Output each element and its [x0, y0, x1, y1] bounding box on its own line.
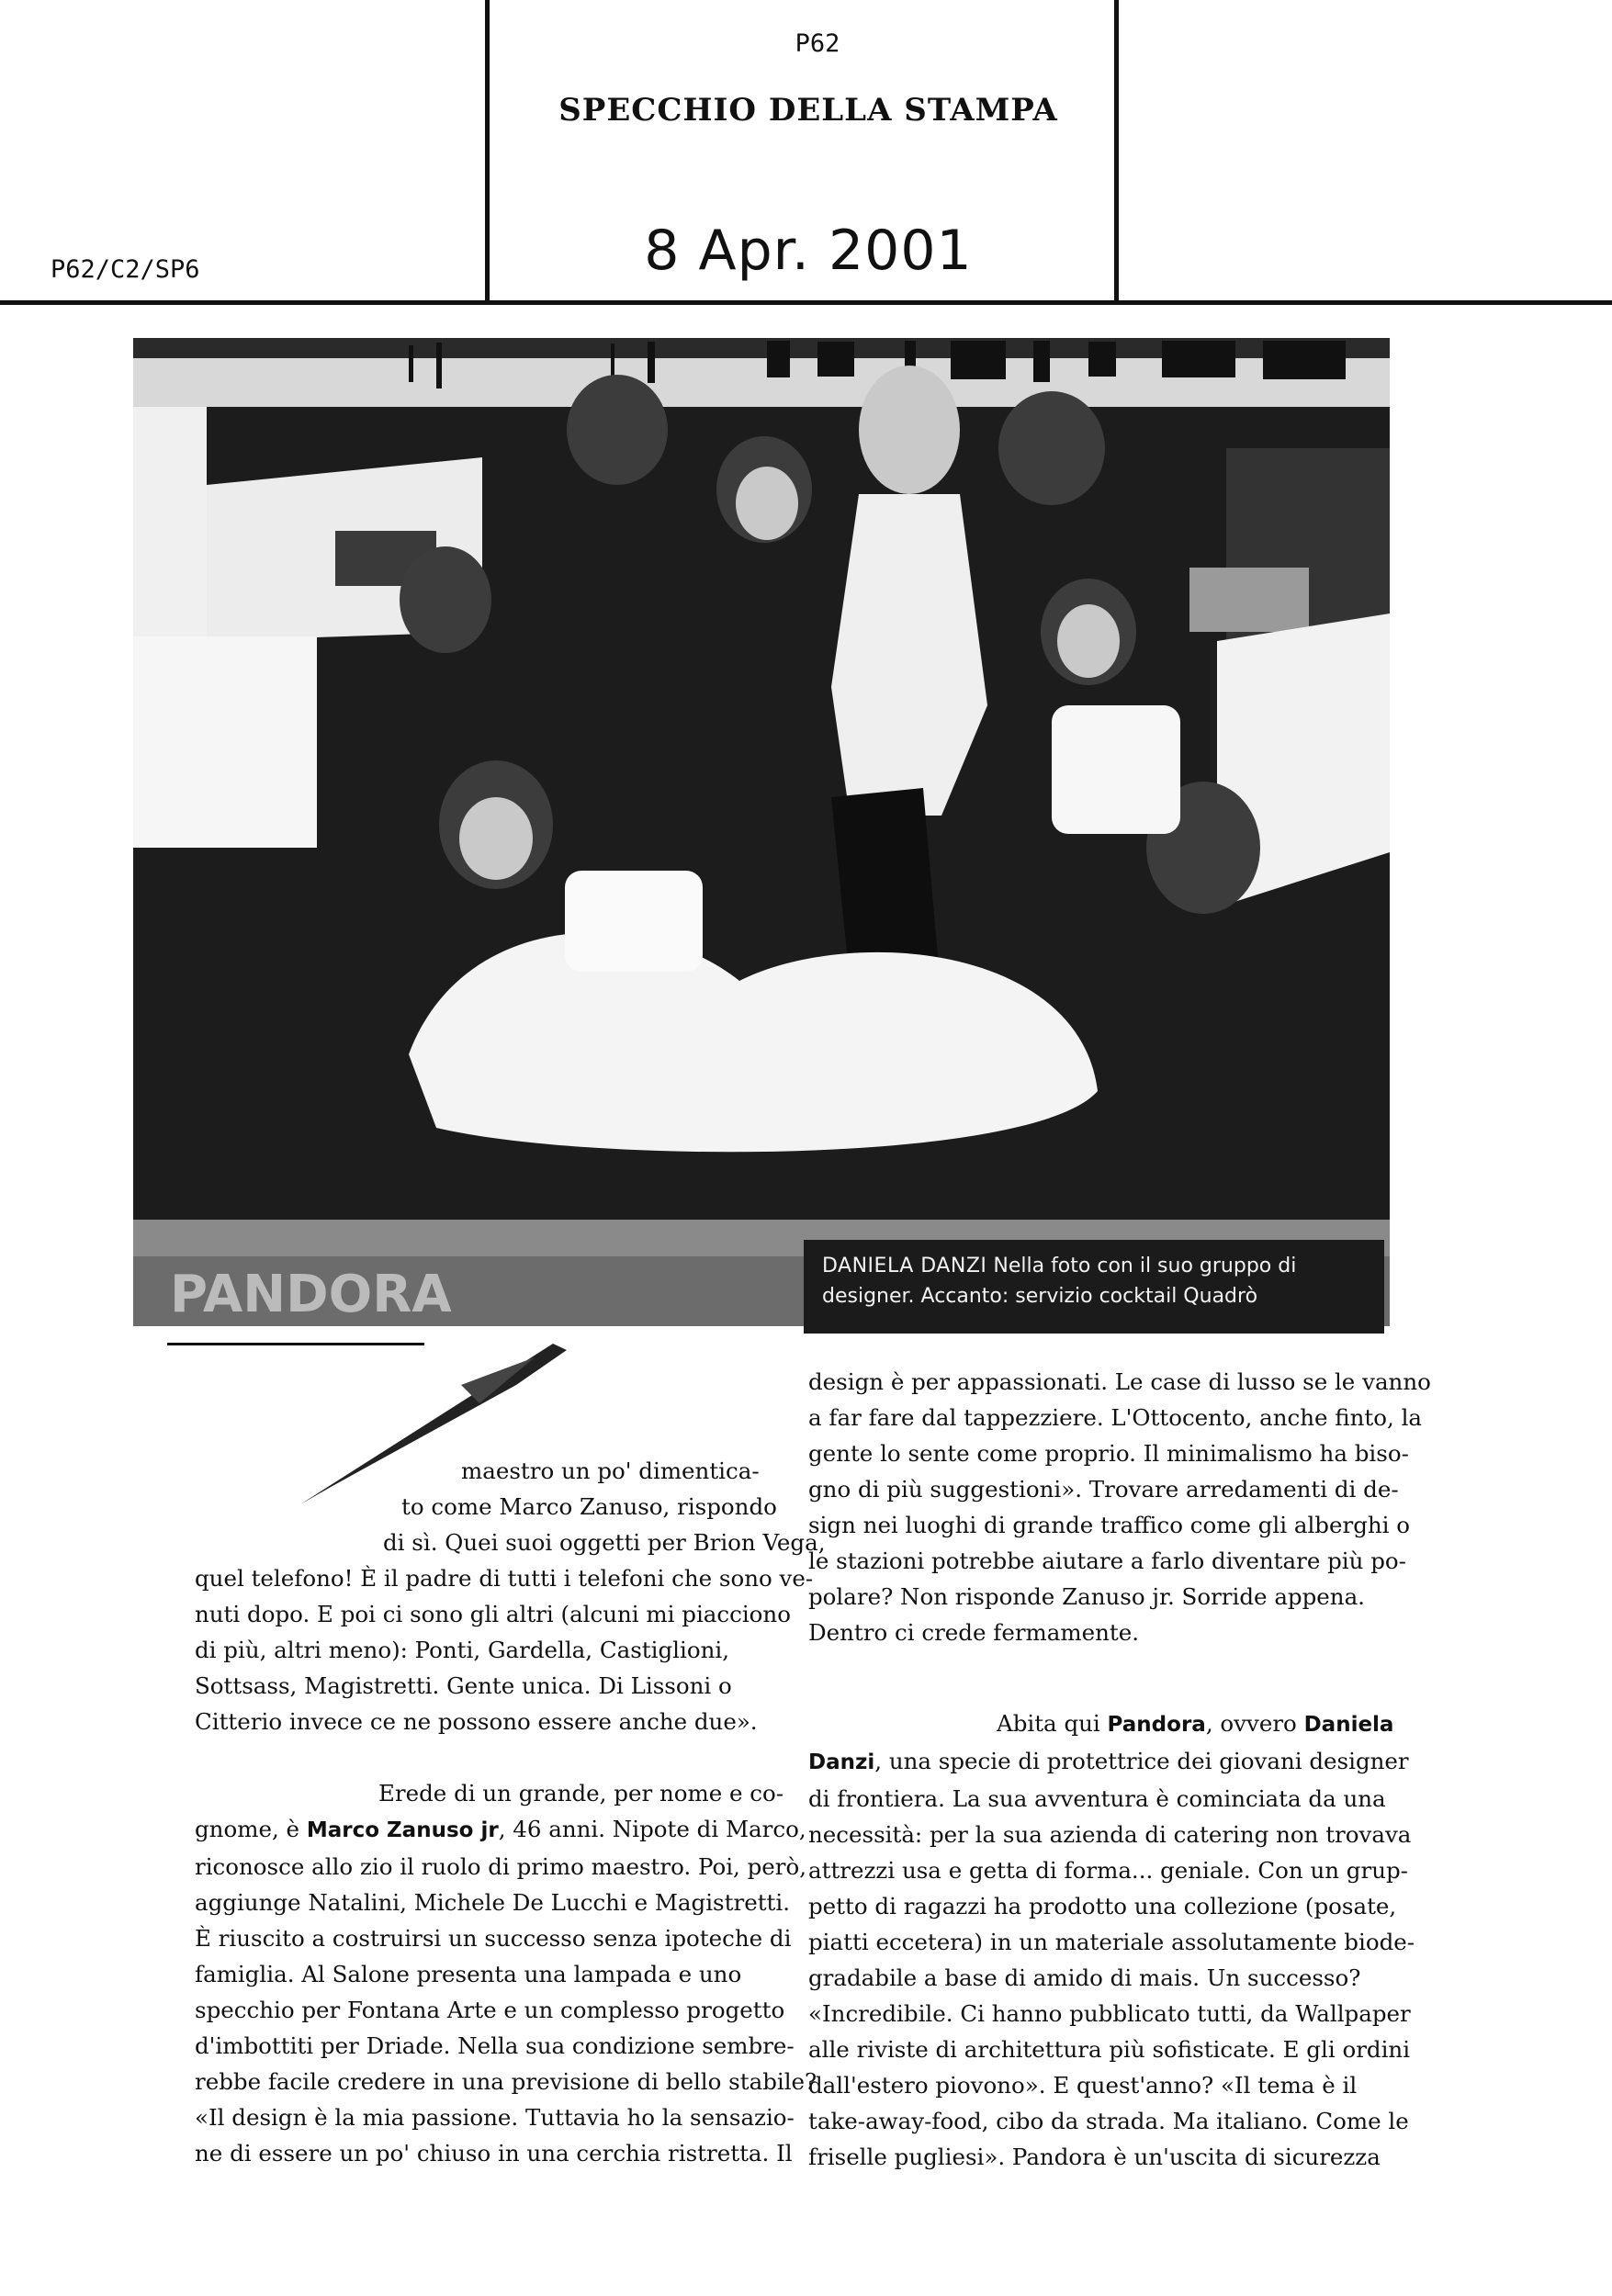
text-line: di sì. Quei suoi oggetti per Brion Vega,: [383, 1529, 826, 1556]
text-line: necessità: per la sua azienda di catering non trovava: [808, 1821, 1412, 1848]
text-line: to come Marco Zanuso, rispondo: [401, 1493, 777, 1520]
publication-date: 8 Apr. 2001: [644, 219, 973, 283]
publication-name: SPECCHIO DELLA STAMPA: [558, 92, 1058, 129]
text-line: dall'estero piovono». E quest'anno? «Il tema è il: [808, 2072, 1358, 2099]
text-line: friselle pugliesi». Pandora è un'uscita di sicurezza: [808, 2144, 1381, 2170]
text-line: aggiunge Natalini, Michele De Lucchi e Magistretti.: [195, 1889, 791, 1916]
caption-line-1: [822, 1251, 1384, 1281]
text-line: [808, 1705, 1405, 1743]
text-line: Sottsass, Magistretti. Gente unica. Di Lissoni o: [195, 1672, 732, 1699]
page-number: P62: [795, 29, 840, 58]
text-line: ne di essere un po' chiuso in una cerchia ristretta. Il: [195, 2140, 793, 2167]
person-name: Pandora: [1107, 1713, 1206, 1737]
text-line: di più, altri meno): Ponti, Gardella, Castiglioni,: [195, 1637, 729, 1663]
text-line: specchio per Fontana Arte e un complesso progetto: [195, 1997, 785, 2023]
text-line: maestro un po' dimentica-: [461, 1458, 760, 1484]
text-line: di frontiera. La sua avventura è cominciata da una: [808, 1785, 1386, 1812]
text-line: Erede di un grande, per nome e co-: [378, 1780, 784, 1806]
text-line: «Il design è la mia passione. Tuttavia ho la sensazio-: [195, 2104, 795, 2131]
header-rule: [0, 300, 1612, 305]
photo-overlay-text: PANDORA: [170, 1265, 452, 1324]
text-line: quel telefono! È il padre di tutti i telefoni che sono ve-: [195, 1565, 814, 1592]
text-line: gente lo sente come proprio. Il minimalismo ha biso-: [808, 1440, 1409, 1467]
photo-caption: [804, 1240, 1384, 1334]
caption-name: DANIELA DANZI: [822, 1255, 987, 1277]
text-line: gno di più suggestioni». Trovare arredamenti di de-: [808, 1476, 1399, 1503]
section-code: P62/C2/SP6: [51, 255, 200, 284]
article-column-left: [195, 1453, 826, 2171]
text-line: d'imbottiti per Driade. Nella sua condizione sembre-: [195, 2032, 795, 2059]
text-line: famiglia. Al Salone presenta una lampada e uno: [195, 1961, 742, 1987]
text-line: [808, 1743, 1409, 1781]
text-line: take-away-food, cibo da strada. Ma italiano. Come le: [808, 2108, 1409, 2134]
text-line: Citterio invece ce ne possono essere anche due».: [195, 1708, 758, 1735]
text-line: design è per appassionati. Le case di lusso se le vanno: [808, 1368, 1431, 1395]
text-line: nuti dopo. E poi ci sono gli altri (alcuni mi piacciono: [195, 1601, 791, 1627]
text-run: Abita qui: [997, 1710, 1108, 1737]
person-name: Danzi: [808, 1750, 875, 1774]
group-photo: [133, 338, 1390, 1326]
text-line: petto di ragazzi ha prodotto una collezione (posate,: [808, 1893, 1397, 1919]
group-photo-image: [133, 338, 1390, 1326]
text-line: Dentro ci crede fermamente.: [808, 1619, 1140, 1646]
text-line: gradabile a base di amido di mais. Un successo?: [808, 1964, 1361, 1991]
caption-line-2: designer. Accanto: servizio cocktail Quadrò: [822, 1285, 1258, 1308]
text-line: le stazioni potrebbe aiutare a farlo diventare più po-: [808, 1548, 1406, 1574]
text-line: «Incredibile. Ci hanno pubblicato tutti, da Wallpaper: [808, 2000, 1411, 2027]
text-run: , 46 anni. Nipote di Marco,: [498, 1816, 806, 1842]
person-name: Marco Zanuso jr: [306, 1818, 499, 1842]
text-run: , una specie di protettrice dei giovani designer: [874, 1748, 1409, 1774]
text-run: , ovvero: [1205, 1710, 1304, 1737]
text-line: a far fare dal tappezziere. L'Ottocento, anche finto, la: [808, 1404, 1423, 1431]
caption-text-1: Nella foto con il suo gruppo di: [993, 1255, 1297, 1277]
text-line: [195, 1811, 806, 1849]
text-line: riconosce allo zio il ruolo di primo maestro. Poi, però,: [195, 1853, 807, 1880]
text-run: gnome, è: [195, 1816, 307, 1842]
text-line: rebbe facile credere in una previsione di bello stabile?: [195, 2068, 817, 2095]
text-line: alle riviste di architettura più sofisticate. E gli ordini: [808, 2036, 1411, 2063]
text-line: È riuscito a costruirsi un successo senza ipoteche di: [195, 1925, 792, 1952]
text-line: attrezzi usa e getta di forma... geniale. Con un grup-: [808, 1857, 1408, 1884]
text-line: polare? Non risponde Zanuso jr. Sorride appena.: [808, 1583, 1365, 1610]
text-line: piatti eccetera) in un materiale assolutamente biode-: [808, 1929, 1415, 1955]
text-line: sign nei luoghi di grande traffico come gli alberghi o: [808, 1512, 1411, 1538]
article-column-right: [808, 1364, 1431, 2175]
person-name: Daniela: [1303, 1713, 1394, 1737]
